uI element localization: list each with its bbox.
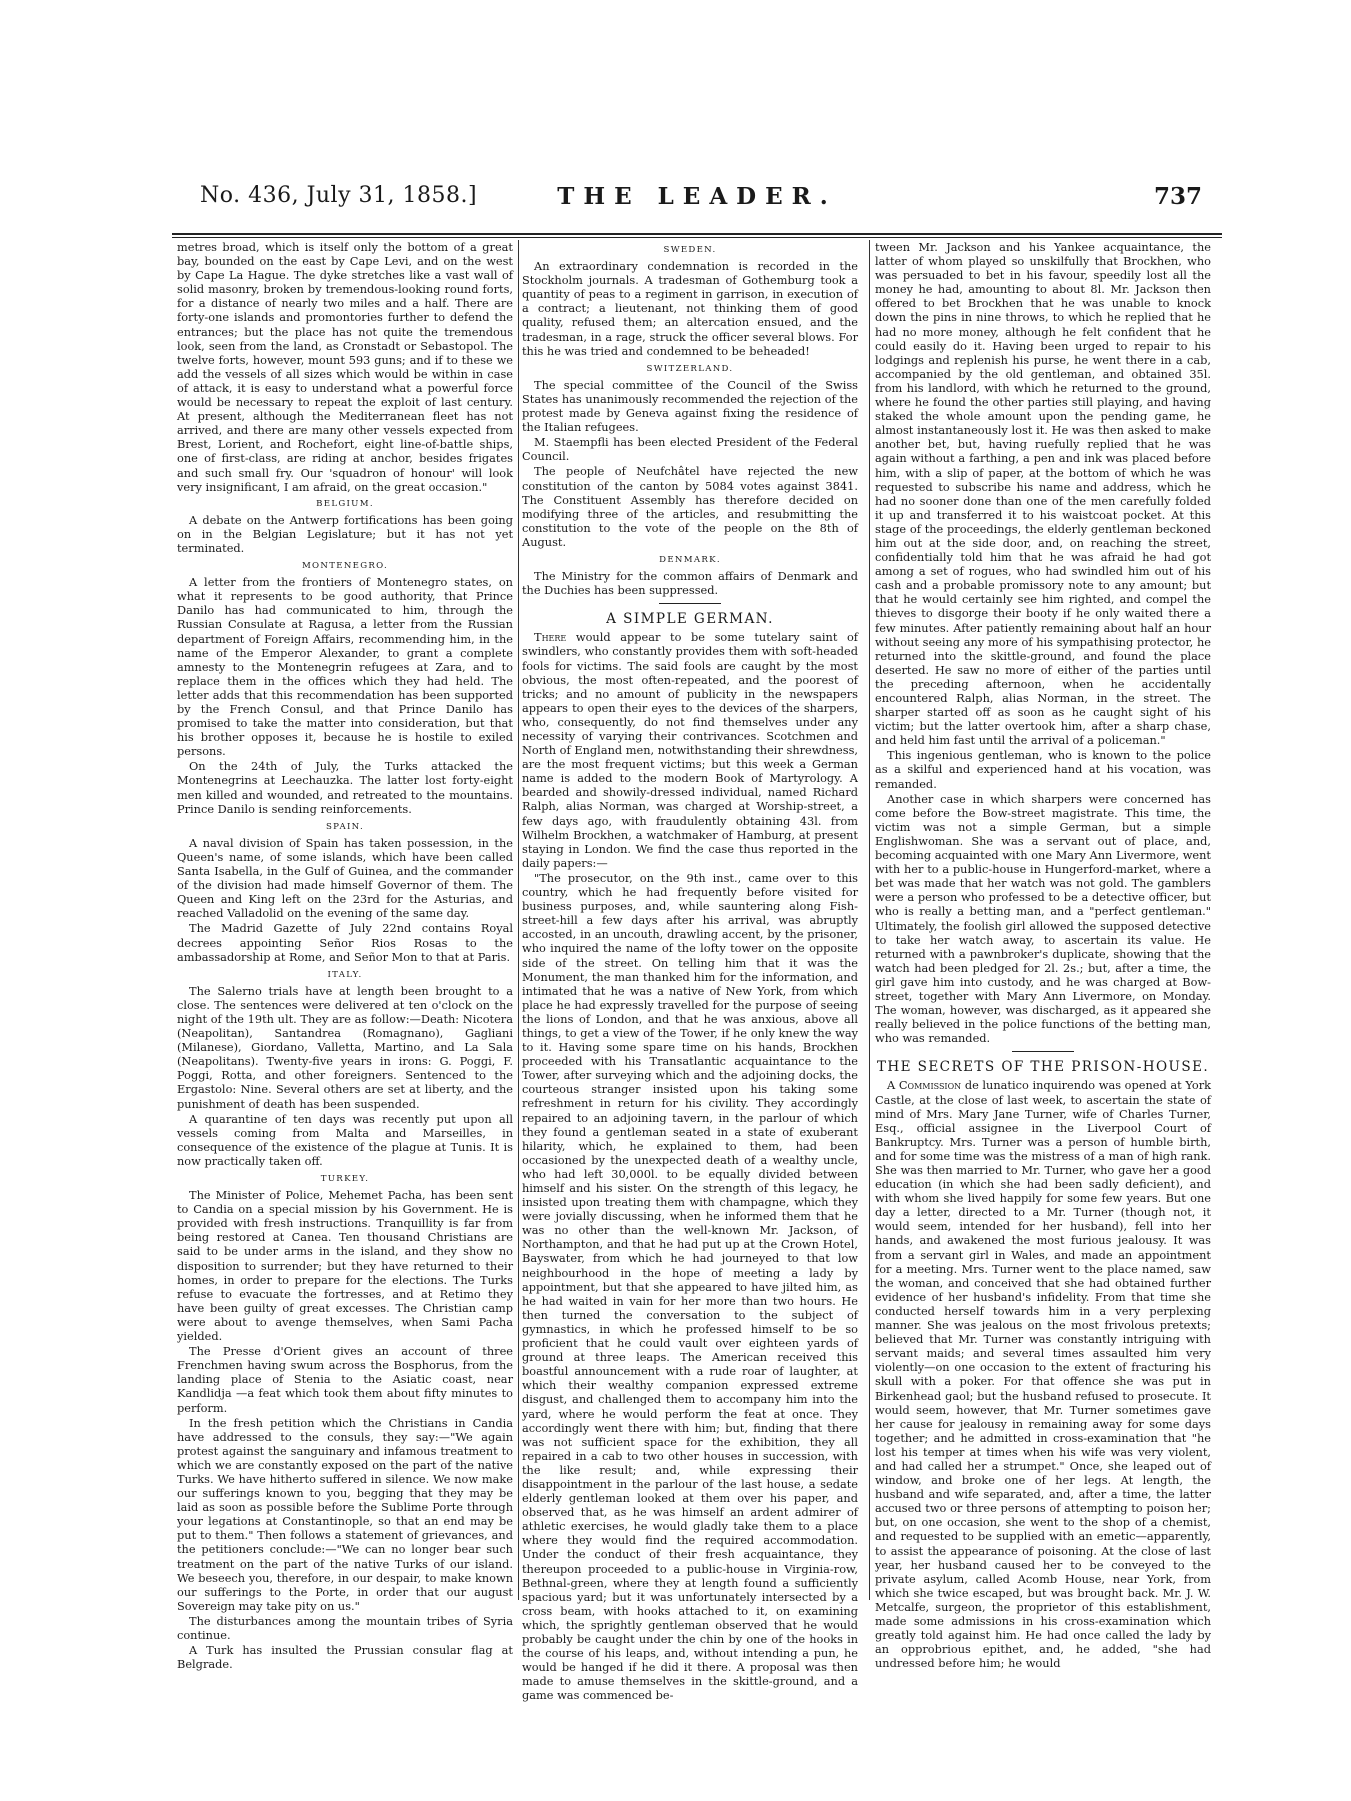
- paragraph-text: would appear to be some tutelary saint of swindlers, who constantly provides them with soft-headed fools for victims. The said fools are caught by the most obvious, the most often-repeated, and the poorest of tricks; and no amount of publicity in the newspapers appears to open their eyes to the devices of the sharpers, who, consequently, do not find themselves under any necessity of varying their contrivances. Scotchmen and North of England men, notwithstanding their shrewdness, are the most frequent victims; but this week a German name is added to the modern Book of Martyrology. A bearded and showily-dressed individual, named Richard Ralph, alias Norman, was charged at Worship-street, a few days ago, with fraudulently obtaining 43l. from Wilhelm Brockhen, a watchmaker of Hamburg, at present staying in London. We find the case thus reported in the daily papers:—: [522, 630, 859, 870]
- article-separator: [1012, 1051, 1074, 1052]
- section-heading-turkey: TURKEY.: [320, 1174, 370, 1184]
- article-paragraph: Another case in which sharpers were concerned has come before the Bow-street magistrate. This time, the victim was not a simple German, but a simple Englishwoman. She was a servant out of place, and, becoming acquainted with one Mary Ann Livermore, went with her to a public-house in Hungerford-market, where a bet was made that her watch was not gold. The gamblers were a person who professed to be a detective officer, but who is really a betting man, and a "perfect gentleman." Ultimately, the foolish girl allowed the supposed detective to take her watch away, to ascertain its value. He returned with a pawnbroker's duplicate, showing that the watch had been pledged for 2l. 2s.; but, after a time, the girl gave him into custody, and he was charged at Bow-street, together with Mary Ann Livermore, on Monday. The woman, however, was discharged, as it appeared she really believed in the police functions of the betting man, who was remanded.: [875, 791, 1211, 1046]
- column-divider: [518, 240, 519, 1600]
- section-heading-italy: ITALY.: [327, 969, 363, 980]
- article-paragraph: The Salerno trials have at length been brought to a close. The sentences were delivered at ten o'clock on the night of the 19th ult. They are as follow:—Death: Nicotera (Neapolitan), Santandrea (Romagnano), Gagliani (Milanese), Giordano, Valletta, Martino, and La Sala (Neapolitans). Twenty-five years in irons: G. Poggi, F. Poggi, Rotta, and other foreigners. Sentenced to the Ergastolo: Nine. Several others are set at liberty, and the punishment of death has been suspended.: [177, 983, 513, 1111]
- article-paragraph: On the 24th of July, the Turks attacked the Montenegrins at Leechauzka. The latter lost forty-eight men killed and wounded, and retreated to the mountains. Prince Danilo is sending reinforcements.: [177, 759, 513, 816]
- article-paragraph: A naval division of Spain has taken possession, in the Queen's name, of some islands, which have been called Santa Isabella, in the Gulf of Guinea, and the commander of the division had made himself Governor of them. The Queen and King left on the 23rd for the Asturias, and reached Valladolid on the evening of the same day.: [177, 835, 513, 921]
- newspaper-title: THE LEADER.: [557, 183, 837, 210]
- paragraph-text: de lunatico inquirendo was opened at York Castle, at the close of last week, to ascertain the state of mind of Mrs. Mary Jane Turner, wife of Charles Turner, Esq., official assignee in the Liverpool Court of Bankruptcy. Mrs. Turner was a person of humble birth, and for some time was the mistress of a man of high rank. She was then married to Mr. Turner, who gave her a good education (in which she had been sadly deficient), and with whom she lived happily for some few years. But one day a letter, directed to a Mr. Turner (though not, it would seem, intended for her husband), fell into her hands, and awakened the most furious jealousy. It was from a servant girl in Wales, and made an appointment for a meeting. Mrs. Turner went to the place named, saw the woman, and conceived that she had obtained further evidence of her husband's infidelity. From that time she conducted herself towards him in a very perplexing manner. She was jealous on the most frivolous pretexts; believed that Mr. Turner was constantly intriguing with servant maids; and several times assaulted him very violently—on one occasion to the extent of fracturing his skull with a poker. For that offence she was put in Birkenhead gaol; but the husband refused to prosecute. It would seem, however, that Mr. Turner sometimes gave her cause for jealousy in remaining away for some days together; and he admitted in cross-examination that "he lost his temper at times when his wife was very violent, and had called her a strumpet." Once, she leaped out of window, and broke one of her legs. At length, the husband and wife separated, and, after a time, the latter accused two or three persons of attempting to poison her; but, on one occasion, she went to the shop of a chemist, and requested to be supplied with an emetic—apparently, to assist the appearance of poisoning. At the close of last year, her husband caused her to be conveyed to the private asylum, called Acomb House, near York, from which she twice escaped, but was brought back. Mr. J. W. Metcalfe, surgeon, the proprietor of this establishment, made some admissions in his cross-examination which greatly told against him. He had once called the lady by an opprobrious epithet, and, he added, "she had undressed before him; he would: [875, 1078, 1211, 1671]
- page-number: 737: [1153, 183, 1202, 210]
- column-3: [875, 240, 1211, 1671]
- column-1: [177, 240, 513, 1672]
- article-paragraph: [522, 630, 858, 870]
- article-paragraph: In the fresh petition which the Christians in Candia have addressed to the consuls, they say:—"We again protest against the sanguinary and infamous treatment to which we are constantly exposed on the part of the native Turks. We have hitherto suffered in silence. We now make our sufferings known to you, begging that they may be laid as soon as possible before the Sublime Porte through your legations at Constantinople, so that an end may be put to them." Then follows a statement of grievances, and the petitioners conclude:—"We can no longer bear such treatment on the part of the native Turks of our island. We beseech you, therefore, in our despair, to make known our sufferings to the Porte, in order that our august Sovereign may take pity on us.": [177, 1415, 513, 1613]
- header-rule: [172, 233, 1222, 235]
- header-rule-thin: [172, 237, 1222, 238]
- section-heading-denmark: DENMARK.: [659, 554, 721, 565]
- column-divider: [869, 240, 870, 1600]
- article-paragraph: A quarantine of ten days was recently put upon all vessels coming from Malta and Marseilles, in consequence of the existence of the plague at Tunis. It is now practically taken off.: [177, 1111, 513, 1168]
- section-heading-belgium: BELGIUM.: [316, 498, 374, 509]
- masthead: [172, 183, 1222, 211]
- column-2: [522, 240, 858, 1703]
- article-paragraph: A letter from the frontiers of Montenegro states, on what it represents to be good authority, that Prince Danilo has had communicated to him, through the Russian Consulate at Ragusa, a letter from the Russian department of Foreign Affairs, recommending him, in the name of the Emperor Alexander, to grant a complete amnesty to the Montenegrin refugees at Zara, and to replace them in the offices which they had held. The letter adds that this recommendation has been supported by the French Consul, and that Prince Danilo has promised to take the matter into consideration, but that his brother opposes it, because he is hostile to exiled persons.: [177, 575, 513, 759]
- article-paragraph: tween Mr. Jackson and his Yankee acquaintance, the latter of whom played so unskilfully that Brockhen, who was persuaded to bet in his favour, speedily lost all the money he had, amounting to about 8l. Mr. Jackson then offered to bet Brockhen that he was unable to knock down the pins in nine throws, to which he replied that he had no more money, although he felt confident that he could easily do it. Having been urged to repair to his lodgings and replenish his purse, he went there in a cab, accompanied by the old gentleman, and obtained 35l. from his landlord, with which he returned to the ground, where he found the other parties still playing, and having staked the whole amount upon the pending game, he almost instantaneously lost it. He was then asked to make another bet, but, having ruefully replied that he was again without a farthing, a pen and ink was placed before him, with a slip of paper, at the bottom of which he was requested to subscribe his name and address, which he had no sooner done than one of the men carefully folded it up and transferred it to his waistcoat pocket. At this stage of the proceedings, the elderly gentleman beckoned him out at the side door, and, on reaching the street, confidentially told him that he was afraid he had got among a set of rogues, who had swindled him out of his cash and a probable promissory note to any amount; but that he would certainly see him righted, and compel the thieves to disgorge their booty if he only waited there a few minutes. After patiently remaining about half an hour without seeing any more of his sympathising protector, he returned into the skittle-ground, and found the place deserted. He saw no more of either of the parties until the preceding afternoon, when he accidentally encountered Ralph, alias Norman, in the street. The sharper started off as soon as he caught sight of his victim; but the latter overtook him, after a sharp chase, and held him fast until the arrival of a policeman.": [875, 240, 1211, 748]
- section-heading-spain: SPAIN.: [326, 821, 364, 832]
- article-paragraph: The special committee of the Council of the Swiss States has unanimously recommended the rejection of the protest made by Geneva against fixing the residence of the Italian refugees.: [522, 377, 858, 435]
- section-heading-sweden: SWEDEN.: [663, 245, 717, 255]
- section-heading-montenegro: MONTENEGRO.: [301, 561, 389, 572]
- article-separator: [659, 603, 721, 604]
- article-paragraph: This ingenious gentleman, who is known to the police as a skilful and experienced hand at his vocation, was remanded.: [875, 748, 1211, 791]
- article-paragraph: An extraordinary condemnation is recorded in the Stockholm journals. A tradesman of Gothemburg took a quantity of peas to a regiment in garrison, in execution of a contract; a lieutenant, not thinking them of good quality, refused them; an altercation ensued, and the tradesman, in a rage, struck the officer several blows. For this he was tried and condemned to be beheaded!: [522, 259, 858, 358]
- article-paragraph: "The prosecutor, on the 9th inst., came over to this country, which he had frequently before visited for business purposes, and, while sauntering along Fish-street-hill a few days after his arrival, was abruptly accosted, in an uncouth, drawling accent, by the prisoner, who inquired the name of the lofty tower on the opposite side of the street. On telling him that it was the Monument, the man thanked him for the information, and intimated that he was a native of New York, from which place he had expressly travelled for the purpose of seeing the lions of London, and that he was anxious, above all things, to get a view of the Tower, if he only knew the way to it. Having some spare time on his hands, Brockhen proceeded with his Transatlantic acquaintance to the Tower, after surveying which and the adjoining docks, the courteous stranger insisted upon his taking some refreshment in return for his civility. They accordingly repaired to an adjoining tavern, in the parlour of which they found a gentleman seated in a state of exuberant hilarity, which, he explained to them, had been occasioned by the unexpected death of a wealthy uncle, who had left 30,000l. to be equally divided between himself and his sister. On the strength of this legacy, he insisted upon treating them with champagne, which they were jovially discussing, when he informed them that he was no other than the well-known Mr. Jackson, of Northampton, and that he had put up at the Crown Hotel, Bayswater, from which he had journeyed to that low neighbourhood in the hope of meeting a lady by appointment, but that she appeared to have jilted him, as he had waited in vain for her more than two hours. He then turned the conversation to the subject of gymnastics, in which he professed himself to be so proficient that he could vault over eighteen yards of ground at three leaps. The American received this boastful announcement with a rude roar of laughter, at which their wealthy companion expressed extreme disgust, and challenged them to accompany him into the yard, where he would perform the feat at once. They accordingly went there with him; but, finding that there was not sufficient space for the exhibition, they all repaired in a cab to two other houses in succession, with the like result; and, while expressing their disappointment in the parlour of the last house, a sedate elderly gentleman looked at them over his paper, and observed that, as he was himself an ardent admirer of athletic exercises, he would gladly take them to a place where they would find the required accommodation. Under the conduct of their fresh acquaintance, they thereupon proceeded to a public-house in Virginia-row, Bethnal-green, where they at length found a sufficiently spacious yard; but it was unfortunately intersected by a cross beam, with hooks attached to it, on examining which, the sprightly gentleman observed that he would probably be caught under the chin by one of the hooks in the course of his leaps, and, without intending a pun, he would be hanged if he did it there. A proposal was then made to amuse themselves in the skittle-ground, and a game was commenced be-: [522, 870, 858, 1703]
- issue-date: No. 436, July 31, 1858.]: [200, 183, 478, 208]
- lead-word: A Commission: [887, 1078, 962, 1093]
- article-paragraph: A Turk has insulted the Prussian consular flag at Belgrade.: [177, 1643, 513, 1672]
- article-paragraph: The Ministry for the common affairs of Denmark and the Duchies has been suppressed.: [522, 569, 858, 598]
- article-paragraph: The Minister of Police, Mehemet Pacha, has been sent to Candia on a special mission by his Government. He is provided with fresh instructions. Tranquillity is far from being restored at Canea. Ten thousand Christians are said to be under arms in the island, and they show no disposition to surrender; but they have returned to their homes, in order to prepare for the elections. The Turks refuse to evacuate the fortresses, and at Retimo they have been guilty of great excesses. The Christian camp were about to avenge themselves, when Sami Pacha yielded.: [177, 1188, 513, 1344]
- article-paragraph: M. Staempfli has been elected President of the Federal Council.: [522, 435, 858, 464]
- article-paragraph: The disturbances among the mountain tribes of Syria continue.: [177, 1613, 513, 1642]
- article-paragraph: The Madrid Gazette of July 22nd contains Royal decrees appointing Señor Rios Rosas to the ambassadorship at Rome, and Señor Mon to that at Paris.: [177, 921, 513, 964]
- lead-word: There: [534, 630, 567, 645]
- article-headline-prison-house: THE SECRETS OF THE PRISON-HOUSE.: [876, 1059, 1210, 1076]
- article-paragraph: The people of Neufchâtel have rejected the new constitution of the canton by 5084 votes against 3841. The Constituent Assembly has therefore decided on modifying three of the articles, and resubmitting the constitution to the vote of the people on the 8th of August.: [522, 464, 858, 549]
- article-paragraph: A debate on the Antwerp fortifications has been going on in the Belgian Legislature; but it has not yet terminated.: [177, 512, 513, 555]
- article-paragraph: The Presse d'Orient gives an account of three Frenchmen having swum across the Bosphorus, from the landing place of Stenia to the Asiatic coast, near Kandlidja —a feat which took them about fifty minutes to perform.: [177, 1344, 513, 1415]
- article-paragraph: metres broad, which is itself only the bottom of a great bay, bounded on the east by Cape Levi, and on the west by Cape La Hague. The dyke stretches like a vast wall of solid masonry, broken by tremendous-looking round forts, for a distance of nearly two miles and a half. There are forty-one islands and promontories further to defend the entrances; but the place has not quite the tremendous look, seen from the land, as Cronstadt or Sebastopol. The twelve forts, however, mount 593 guns; and if to these we add the vessels of all sizes which would be within in case of attack, it is easy to understand what a powerful force would be necessary to repeat the exploit of last century. At present, although the Mediterranean fleet has not arrived, and there are many other vessels expected from Brest, Lorient, and Rochefort, eight line-of-battle ships, one of first-class, are riding at anchor, besides frigates and such small fry. Our 'squadron of honour' will look very insignificant, I am afraid, on the great occasion.": [177, 240, 513, 494]
- section-heading-switzerland: SWITZERLAND.: [646, 363, 734, 374]
- article-paragraph: [875, 1078, 1211, 1670]
- article-headline-simple-german: A SIMPLE GERMAN.: [606, 611, 774, 628]
